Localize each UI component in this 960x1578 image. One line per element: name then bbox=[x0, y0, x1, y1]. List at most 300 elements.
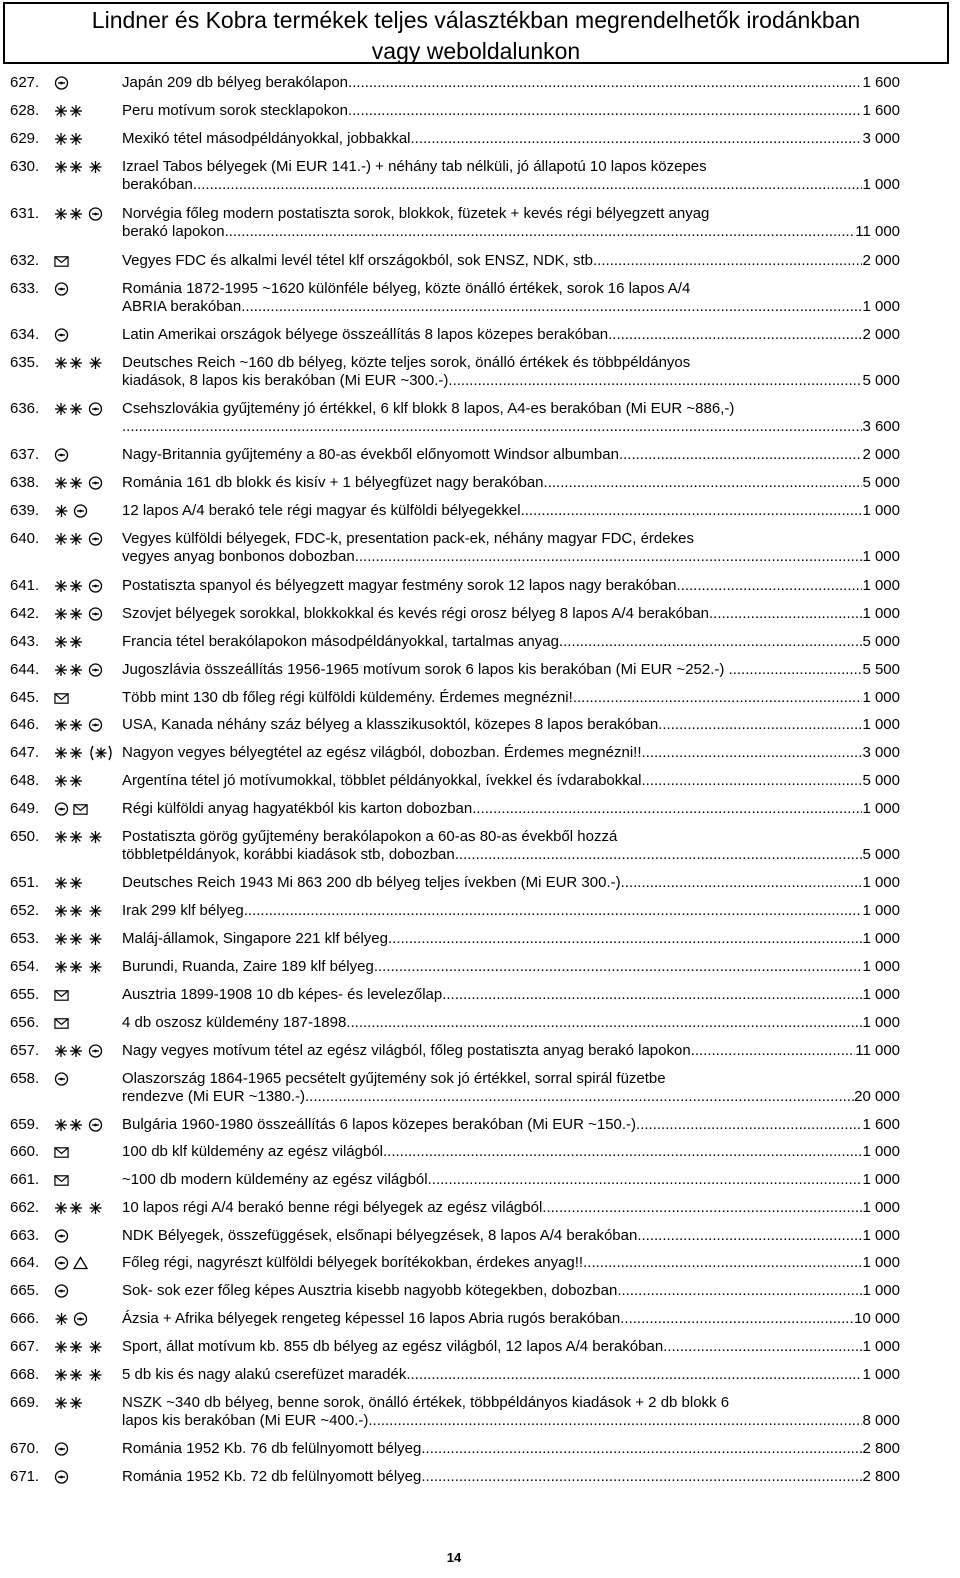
lot-description-last-line bbox=[122, 446, 900, 464]
lot-description bbox=[122, 1143, 900, 1161]
used-stamp-icon bbox=[54, 1440, 69, 1458]
lot-description-text: Vegyes külföldi bélyegek, FDC-k, presentation pack-ek, néhány magyar FDC, érdekes bbox=[122, 530, 694, 547]
cover-envelope-icon bbox=[54, 1014, 69, 1032]
dot-leader bbox=[241, 298, 862, 316]
dot-leader bbox=[637, 1227, 862, 1245]
cover-envelope-icon bbox=[54, 689, 69, 707]
lot-price: 1 000 bbox=[862, 176, 900, 193]
lot-description bbox=[122, 1070, 900, 1106]
lot-number: 650. bbox=[10, 828, 40, 845]
lot-number: 662. bbox=[10, 1199, 40, 1216]
mint-never-hinged-icon bbox=[54, 902, 84, 920]
lot-number: 631. bbox=[10, 205, 40, 222]
mint-never-hinged-icon bbox=[54, 1116, 84, 1134]
lot-item bbox=[0, 502, 900, 520]
lot-item bbox=[0, 902, 900, 920]
dot-leader bbox=[122, 418, 862, 436]
condition-symbols bbox=[54, 874, 122, 892]
lot-description-text: Nagyon vegyes bélyegtétel az egész világból, dobozban. Érdemes megnézni!! bbox=[122, 744, 642, 761]
lot-price: 8 000 bbox=[862, 1412, 900, 1429]
lot-description bbox=[122, 1282, 900, 1300]
lot-item bbox=[0, 605, 900, 623]
lot-item bbox=[0, 74, 900, 92]
lot-description bbox=[122, 772, 900, 790]
dot-leader bbox=[691, 1042, 856, 1060]
lot-number: 637. bbox=[10, 446, 40, 463]
lot-price: 5 000 bbox=[862, 772, 900, 789]
lot-item bbox=[0, 772, 900, 790]
lot-description-last-line bbox=[122, 548, 900, 566]
lot-number: 656. bbox=[10, 1014, 40, 1031]
lot-description-last-line bbox=[122, 1366, 900, 1384]
lot-description-last-line bbox=[122, 1014, 900, 1032]
lot-price: 3 000 bbox=[862, 744, 900, 761]
dot-leader bbox=[244, 902, 863, 920]
lot-number: 668. bbox=[10, 1366, 40, 1383]
lot-number: 635. bbox=[10, 354, 40, 371]
lot-price: 10 000 bbox=[854, 1310, 900, 1327]
condition-symbols bbox=[54, 205, 122, 223]
lot-price: 1 600 bbox=[862, 102, 900, 119]
used-stamp-icon bbox=[54, 326, 69, 344]
mint-hinged-icon bbox=[88, 1338, 103, 1356]
mint-never-hinged-icon bbox=[54, 1338, 84, 1356]
lot-description bbox=[122, 986, 900, 1004]
dot-leader bbox=[472, 800, 862, 818]
mint-parenthesized-icon bbox=[88, 744, 114, 762]
dot-leader bbox=[559, 633, 863, 651]
dot-leader bbox=[573, 689, 863, 707]
lot-description bbox=[122, 1366, 900, 1384]
lot-description-text: Bulgária 1960-1980 összeállítás 6 lapos közepes berakóban (Mi EUR ~150.-) bbox=[122, 1116, 637, 1133]
lot-description-last-line bbox=[122, 902, 900, 920]
lot-item bbox=[0, 474, 900, 492]
lot-description-text: Több mint 130 db főleg régi külföldi küldemény. Érdemes megnézni! bbox=[122, 689, 573, 706]
lot-description-line bbox=[122, 205, 900, 223]
lot-description bbox=[122, 930, 900, 948]
lot-description-text: Izrael Tabos bélyegek (Mi EUR 141.-) + néhány tab nélküli, jó állapotú 10 lapos közepes bbox=[122, 158, 707, 175]
lot-price: 11 000 bbox=[855, 223, 900, 240]
lot-item bbox=[0, 1366, 900, 1384]
condition-symbols bbox=[54, 446, 122, 464]
lot-description-last-line bbox=[122, 1254, 900, 1272]
dot-leader bbox=[617, 1282, 862, 1300]
used-stamp-icon bbox=[54, 280, 69, 298]
lot-description-last-line bbox=[122, 1116, 900, 1134]
lot-item bbox=[0, 1014, 900, 1032]
condition-symbols bbox=[54, 130, 122, 148]
condition-symbols bbox=[54, 958, 122, 976]
lot-number: 669. bbox=[10, 1394, 40, 1411]
lot-description-last-line bbox=[122, 474, 900, 492]
lot-description bbox=[122, 744, 900, 762]
lot-item bbox=[0, 661, 900, 679]
lot-description bbox=[122, 605, 900, 623]
lot-description-text: 10 lapos régi A/4 berakó benne régi bélyegek az egész világból bbox=[122, 1199, 543, 1216]
lot-description-last-line bbox=[122, 176, 900, 194]
lot-description-last-line bbox=[122, 689, 900, 707]
used-stamp-icon bbox=[54, 1254, 69, 1272]
condition-symbols bbox=[54, 1440, 122, 1458]
lot-price: 1 000 bbox=[862, 874, 900, 891]
lot-item bbox=[0, 633, 900, 651]
lot-price: 1 000 bbox=[862, 502, 900, 519]
lot-item bbox=[0, 716, 900, 734]
dot-leader bbox=[620, 1310, 854, 1328]
lot-price: 1 000 bbox=[862, 1282, 900, 1299]
lot-description-text: ABRIA berakóban bbox=[122, 298, 242, 315]
used-stamp-icon bbox=[54, 1282, 69, 1300]
dot-leader bbox=[542, 1199, 862, 1217]
lot-description-text: Nagy vegyes motívum tétel az egész világból, főleg postatiszta anyag berakó lapokon bbox=[122, 1042, 691, 1059]
lot-price: 1 000 bbox=[862, 930, 900, 947]
dot-leader bbox=[636, 1116, 862, 1134]
dot-leader bbox=[459, 846, 863, 864]
lot-price: 2 000 bbox=[862, 326, 900, 343]
lot-description bbox=[122, 74, 900, 92]
lot-description bbox=[122, 1227, 900, 1245]
mint-hinged-icon bbox=[88, 902, 103, 920]
condition-symbols bbox=[54, 1254, 122, 1272]
dot-leader bbox=[421, 1440, 862, 1458]
lot-description-last-line bbox=[122, 1143, 900, 1161]
lot-price: 1 000 bbox=[862, 902, 900, 919]
dot-leader bbox=[663, 1338, 862, 1356]
cover-envelope-icon bbox=[54, 1171, 69, 1189]
mint-hinged-icon bbox=[88, 354, 103, 372]
dot-leader bbox=[374, 958, 863, 976]
used-stamp-icon bbox=[88, 400, 103, 418]
lot-description-last-line bbox=[122, 102, 900, 120]
lot-description-line bbox=[122, 280, 900, 298]
lot-price: 5 000 bbox=[862, 372, 900, 389]
dot-leader bbox=[352, 102, 862, 120]
lot-number: 660. bbox=[10, 1143, 40, 1160]
lot-number: 652. bbox=[10, 902, 40, 919]
lot-price: 3 000 bbox=[862, 130, 900, 147]
lot-description bbox=[122, 1171, 900, 1189]
lot-description-last-line bbox=[122, 1088, 900, 1106]
lot-description bbox=[122, 102, 900, 120]
used-stamp-icon bbox=[88, 474, 103, 492]
condition-symbols bbox=[54, 1282, 122, 1300]
dot-leader bbox=[421, 1468, 862, 1486]
lot-item bbox=[0, 689, 900, 707]
mint-never-hinged-icon bbox=[54, 605, 84, 623]
lot-description-text: Jugoszlávia összeállítás 1956-1965 motívum sorok 6 lapos kis berakóban (Mi EUR ~252.-) .. bbox=[122, 661, 737, 678]
condition-symbols bbox=[54, 828, 122, 846]
lot-description bbox=[122, 902, 900, 920]
lot-number: 628. bbox=[10, 102, 40, 119]
mint-hinged-icon bbox=[88, 828, 103, 846]
lot-description-last-line bbox=[122, 1282, 900, 1300]
condition-symbols bbox=[54, 1171, 122, 1189]
lot-item bbox=[0, 958, 900, 976]
lot-number: 664. bbox=[10, 1254, 40, 1271]
lot-description-text: Románia 1872-1995 ~1620 különféle bélyeg, közte önálló értékek, sorok 16 lapos A/4 bbox=[122, 280, 691, 297]
lot-description-text: Románia 1952 Kb. 76 db felülnyomott bélyeg bbox=[122, 1440, 422, 1457]
lot-number: 663. bbox=[10, 1227, 40, 1244]
dot-leader bbox=[388, 930, 862, 948]
lot-number: 648. bbox=[10, 772, 40, 789]
lot-description-text: Ázsia + Afrika bélyegek rengeteg képessel 16 lapos Abria rugós berakóban bbox=[122, 1310, 621, 1327]
condition-symbols bbox=[54, 772, 122, 790]
lot-item bbox=[0, 1227, 900, 1245]
lot-price: 1 000 bbox=[862, 800, 900, 817]
dot-leader bbox=[676, 577, 862, 595]
lot-item bbox=[0, 1143, 900, 1161]
condition-symbols bbox=[54, 326, 122, 344]
mint-never-hinged-icon bbox=[54, 474, 84, 492]
mint-never-hinged-icon bbox=[54, 661, 84, 679]
condition-symbols bbox=[54, 74, 122, 92]
lot-description-text: Argentína tétel jó motívumokkal, többlet példányokkal, ívekkel és ívdarabokkal bbox=[122, 772, 642, 789]
lot-description-text: Csehszlovákia gyűjtemény jó értékkel, 6 klf blokk 8 lapos, A4-es berakóban (Mi EUR ~886,-) bbox=[122, 400, 735, 417]
lot-description bbox=[122, 1338, 900, 1356]
lot-price: 1 000 bbox=[862, 1254, 900, 1271]
lot-description bbox=[122, 800, 900, 818]
lot-description bbox=[122, 446, 900, 464]
condition-symbols bbox=[54, 930, 122, 948]
lot-number: 627. bbox=[10, 74, 40, 91]
lot-description-text: Irak 299 klf bélyeg bbox=[122, 902, 244, 919]
lot-description-text: lapos kis berakóban (Mi EUR ~400.-) bbox=[122, 1412, 369, 1429]
condition-symbols bbox=[54, 986, 122, 1004]
dot-leader bbox=[737, 661, 863, 679]
lot-description-last-line bbox=[122, 661, 900, 679]
used-stamp-icon bbox=[73, 1310, 88, 1328]
condition-symbols bbox=[54, 354, 122, 372]
condition-symbols bbox=[54, 530, 122, 548]
dot-leader bbox=[383, 1143, 862, 1161]
lot-item bbox=[0, 1254, 900, 1272]
lot-number: 643. bbox=[10, 633, 40, 650]
lot-description-last-line bbox=[122, 1227, 900, 1245]
condition-symbols bbox=[54, 1310, 122, 1328]
lot-description-text: Japán 209 db bélyeg berakólapon bbox=[122, 74, 349, 91]
cover-envelope-icon bbox=[54, 252, 69, 270]
header-title-line-1: Lindner és Kobra termékek teljes választékban megrendelhetők irodánkban bbox=[91, 7, 861, 33]
used-stamp-icon bbox=[54, 1070, 69, 1088]
lot-price: 20 000 bbox=[854, 1088, 900, 1105]
lot-description-text: Sport, állat motívum kb. 855 db bélyeg az egész világból, 12 lapos A/4 berakóban bbox=[122, 1338, 664, 1355]
header-title-line-2: vagy weboldalunkon bbox=[371, 38, 581, 64]
lot-price: 1 000 bbox=[862, 548, 900, 565]
lot-description-text: Norvégia főleg modern postatiszta sorok, blokkok, füzetek + kevés régi bélyegzett anyag bbox=[122, 205, 710, 222]
used-stamp-icon bbox=[88, 205, 103, 223]
lot-description-last-line bbox=[122, 252, 900, 270]
used-stamp-icon bbox=[54, 1227, 69, 1245]
lot-price: 1 000 bbox=[862, 986, 900, 1003]
lot-description bbox=[122, 280, 900, 316]
lot-description-last-line bbox=[122, 1412, 900, 1430]
lot-item bbox=[0, 1042, 900, 1060]
lot-price: 1 000 bbox=[862, 1014, 900, 1031]
lot-description-last-line bbox=[122, 633, 900, 651]
lot-description-last-line bbox=[122, 605, 900, 623]
lot-description-last-line bbox=[122, 1468, 900, 1486]
lot-price: 1 000 bbox=[862, 958, 900, 975]
lot-price: 2 000 bbox=[862, 252, 900, 269]
lot-description-last-line bbox=[122, 846, 900, 864]
lot-number: 659. bbox=[10, 1116, 40, 1133]
dot-leader bbox=[348, 74, 862, 92]
lot-description bbox=[122, 577, 900, 595]
dot-leader bbox=[593, 252, 862, 270]
used-stamp-icon bbox=[73, 502, 88, 520]
lot-description-text: NDK Bélyegek, összefüggések, elsőnapi bélyegzések, 8 lapos A/4 berakóban bbox=[122, 1227, 638, 1244]
lot-price: 1 000 bbox=[862, 689, 900, 706]
lot-description-text: Deutsches Reich ~160 db bélyeg, közte teljes sorok, önálló értékek és többpéldányos bbox=[122, 354, 691, 371]
lot-number: 657. bbox=[10, 1042, 40, 1059]
lot-price: 5 000 bbox=[862, 846, 900, 863]
lot-description-line bbox=[122, 1070, 900, 1088]
mint-never-hinged-icon bbox=[54, 1394, 84, 1412]
mint-never-hinged-icon bbox=[54, 530, 84, 548]
page-number: 14 bbox=[446, 1550, 462, 1565]
condition-symbols bbox=[54, 102, 122, 120]
lot-item bbox=[0, 1440, 900, 1458]
lot-number: 649. bbox=[10, 800, 40, 817]
lot-item bbox=[0, 354, 900, 390]
lot-item bbox=[0, 744, 900, 762]
lot-item bbox=[0, 130, 900, 148]
lot-number: 629. bbox=[10, 130, 40, 147]
condition-symbols bbox=[54, 1070, 122, 1088]
mint-never-hinged-icon bbox=[54, 633, 84, 651]
lot-description-text: Postatiszta görög gyűjtemény berakólapokon a 60-as 80-as évekből hozzá bbox=[122, 828, 618, 845]
used-stamp-icon bbox=[88, 577, 103, 595]
lot-price: 1 000 bbox=[862, 716, 900, 733]
lot-number: 667. bbox=[10, 1338, 40, 1355]
lot-description-last-line bbox=[122, 130, 900, 148]
lot-item bbox=[0, 446, 900, 464]
lot-price: 1 000 bbox=[862, 605, 900, 622]
lot-description bbox=[122, 530, 900, 566]
dot-leader bbox=[406, 1366, 862, 1384]
mint-hinged-icon bbox=[54, 1310, 69, 1328]
mint-never-hinged-icon bbox=[54, 716, 84, 734]
lot-description-text: Szovjet bélyegek sorokkal, blokkokkal és kevés régi orosz bélyeg 8 lapos A/4 berakóban bbox=[122, 605, 709, 622]
lot-description-text: Burundi, Ruanda, Zaire 189 klf bélyeg bbox=[122, 958, 374, 975]
lot-price: 11 000 bbox=[855, 1042, 900, 1059]
lot-number: 665. bbox=[10, 1282, 40, 1299]
lot-number: 651. bbox=[10, 874, 40, 891]
lot-number: 647. bbox=[10, 744, 40, 761]
lot-description bbox=[122, 633, 900, 651]
lot-description-line bbox=[122, 158, 900, 176]
lot-price: 2 000 bbox=[862, 446, 900, 463]
lot-description-last-line bbox=[122, 744, 900, 762]
lot-description-last-line bbox=[122, 1440, 900, 1458]
lot-description bbox=[122, 1116, 900, 1134]
lot-description-last-line bbox=[122, 502, 900, 520]
lot-description-last-line bbox=[122, 1042, 900, 1060]
lot-description-text: Ausztria 1899-1908 10 db képes- és levelezőlap bbox=[122, 986, 443, 1003]
lot-description-line bbox=[122, 1394, 900, 1412]
condition-symbols bbox=[54, 252, 122, 270]
lot-description-last-line bbox=[122, 577, 900, 595]
lot-description-last-line bbox=[122, 326, 900, 344]
mint-hinged-icon bbox=[54, 502, 69, 520]
condition-symbols bbox=[54, 1014, 122, 1032]
dot-leader bbox=[709, 605, 862, 623]
mint-never-hinged-icon bbox=[54, 205, 84, 223]
lot-description-text: Postatiszta spanyol és bélyegzett magyar festmény sorok 12 lapos nagy berakóban bbox=[122, 577, 677, 594]
lot-description-text: Maláj-államok, Singapore 221 klf bélyeg bbox=[122, 930, 388, 947]
condition-symbols bbox=[54, 1116, 122, 1134]
lot-description bbox=[122, 502, 900, 520]
lot-description bbox=[122, 158, 900, 194]
lot-description-text: 12 lapos A/4 berakó tele régi magyar és külföldi bélyegekkel bbox=[122, 502, 521, 519]
lot-number: 653. bbox=[10, 930, 40, 947]
lot-number: 632. bbox=[10, 252, 40, 269]
lot-item bbox=[0, 326, 900, 344]
lot-number: 633. bbox=[10, 280, 40, 297]
lot-description bbox=[122, 474, 900, 492]
lot-item bbox=[0, 530, 900, 566]
lot-description-text: Főleg régi, nagyrészt külföldi bélyegek borítékokban, érdekes anyag!! bbox=[122, 1254, 584, 1271]
lot-item bbox=[0, 205, 900, 241]
lot-price: 1 000 bbox=[862, 1366, 900, 1383]
mint-never-hinged-icon bbox=[54, 744, 84, 762]
lot-item bbox=[0, 158, 900, 194]
used-stamp-icon bbox=[88, 530, 103, 548]
used-stamp-icon bbox=[54, 74, 69, 92]
condition-symbols bbox=[54, 661, 122, 679]
lot-price: 1 600 bbox=[862, 74, 900, 91]
mint-never-hinged-icon bbox=[54, 577, 84, 595]
lot-number: 666. bbox=[10, 1310, 40, 1327]
lot-number: 641. bbox=[10, 577, 40, 594]
lot-item bbox=[0, 1070, 900, 1106]
lot-description bbox=[122, 326, 900, 344]
lot-number: 630. bbox=[10, 158, 40, 175]
lot-description-text: Peru motívum sorok stecklapokon. bbox=[122, 102, 353, 119]
lot-description-last-line bbox=[122, 1199, 900, 1217]
lot-description-text: USA, Kanada néhány száz bélyeg a klasszikusoktól, közepes 8 lapos berakóban bbox=[122, 716, 659, 733]
lot-item bbox=[0, 874, 900, 892]
condition-symbols bbox=[54, 577, 122, 595]
lot-description-last-line bbox=[122, 74, 900, 92]
lot-item bbox=[0, 280, 900, 316]
lot-number: 639. bbox=[10, 502, 40, 519]
lot-number: 654. bbox=[10, 958, 40, 975]
mint-hinged-icon bbox=[88, 1366, 103, 1384]
mint-never-hinged-icon bbox=[54, 158, 84, 176]
lot-number: 671. bbox=[10, 1468, 40, 1485]
lot-price: 1 000 bbox=[862, 1227, 900, 1244]
condition-symbols bbox=[54, 1394, 122, 1412]
condition-symbols bbox=[54, 1199, 122, 1217]
mint-never-hinged-icon bbox=[54, 102, 84, 120]
used-stamp-icon bbox=[88, 716, 103, 734]
lot-description-last-line bbox=[122, 986, 900, 1004]
used-stamp-icon bbox=[54, 800, 69, 818]
lot-description-last-line bbox=[122, 1310, 900, 1328]
lot-description bbox=[122, 354, 900, 390]
condition-symbols bbox=[54, 1227, 122, 1245]
page-header-box bbox=[3, 2, 949, 64]
used-stamp-icon bbox=[54, 1468, 69, 1486]
mint-never-hinged-icon bbox=[54, 1366, 84, 1384]
dot-leader bbox=[428, 1171, 863, 1189]
lot-item bbox=[0, 1394, 900, 1430]
lot-number: 645. bbox=[10, 689, 40, 706]
cover-envelope-icon bbox=[54, 986, 69, 1004]
lot-item bbox=[0, 828, 900, 864]
lot-description-text: Régi külföldi anyag hagyatékból kis karton dobozban bbox=[122, 800, 473, 817]
